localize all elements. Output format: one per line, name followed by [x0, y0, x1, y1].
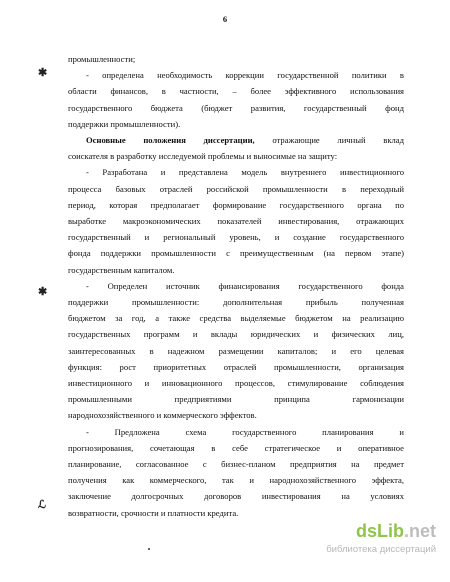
text-line: поддержки промышленности: дополнительная прибыль полученная [68, 297, 404, 308]
watermark [318, 522, 436, 562]
text-line: соискателя в разработку исследуемой проблемы и выносимые на защиту: [68, 151, 338, 162]
text-line: - Предложена схема государственного планирования и [86, 426, 404, 437]
page-number: 6 [222, 14, 228, 24]
text-line: прогнозирования, сочетающая в себе стратегическое и оперативное [68, 442, 404, 453]
text-line: бюджетом за год, а также средства выделяемые бюджетом на реализацию [68, 313, 404, 324]
watermark-tagline: библиотека диссертаций [326, 544, 436, 555]
text-line: процесса базовых отраслей российской промышленности в переходный [68, 183, 404, 194]
text-line: планирование, согласованное с бизнес-планом предприятия на предмет [68, 459, 404, 470]
text-line: государственным капиталом. [68, 264, 175, 275]
text-line: промышленности; [68, 54, 136, 64]
section-heading: Основные положения диссертации, [86, 135, 255, 146]
text-line: инвестиционного и инновационного процессов, стимулирование соблюдения [68, 378, 404, 389]
text-line: области финансов, в частности, – более эффективного использования [68, 86, 404, 97]
text-line: заинтересованных в надежном размещении капиталов; и его целевая [68, 345, 404, 356]
text-line: - Определен источник финансирования государственного фонда [86, 280, 404, 291]
text-line: - Разработана и представлена модель внутреннего инвестиционного [86, 167, 404, 178]
text-line: заключение долгосрочных договоров инвестирования на условиях [68, 491, 404, 502]
document-body [68, 51, 404, 521]
text-line: поддержки промышленности). [68, 118, 181, 129]
text-line: период, которая предполагает формирование государственного органа по [68, 199, 404, 210]
scan-speck [148, 548, 150, 550]
text-line: промышленными предприятиями принципа гармонизации [68, 394, 404, 405]
text-line: государственный и региональный уровень, и создание государственного [68, 232, 404, 243]
text-line: - определена необходимость коррекции государственной политики в [86, 70, 404, 81]
text-line: Основные положения диссертации, отражающие личный вклад [86, 135, 404, 146]
margin-mark: ℒ [38, 499, 46, 511]
watermark-logo: dsLib.net [355, 521, 436, 541]
text-line: народнохозяйственного и коммерческого эффектов. [68, 410, 257, 421]
text-line: получения как коммерческого, так и народнохозяйственного эффекта, [68, 475, 404, 486]
text-line: выработке макроэкономических показателей инвестирования, отражающих [68, 216, 404, 227]
margin-mark: ✱ [38, 67, 48, 79]
text-line: возвратности, срочности и платности кредита. [68, 507, 239, 518]
text-line: государственного бюджета (бюджет развития, государственный фонд [68, 102, 404, 113]
margin-mark: ✱ [38, 286, 48, 298]
text-line: фонда поддержки промышленности с преимущественным (на первом этапе) [68, 248, 404, 259]
text-line: функция: рост приоритетных отраслей промышленности, организация [68, 361, 404, 372]
text-line: государственных программ и вклады юридических и физических лиц, [68, 329, 404, 340]
